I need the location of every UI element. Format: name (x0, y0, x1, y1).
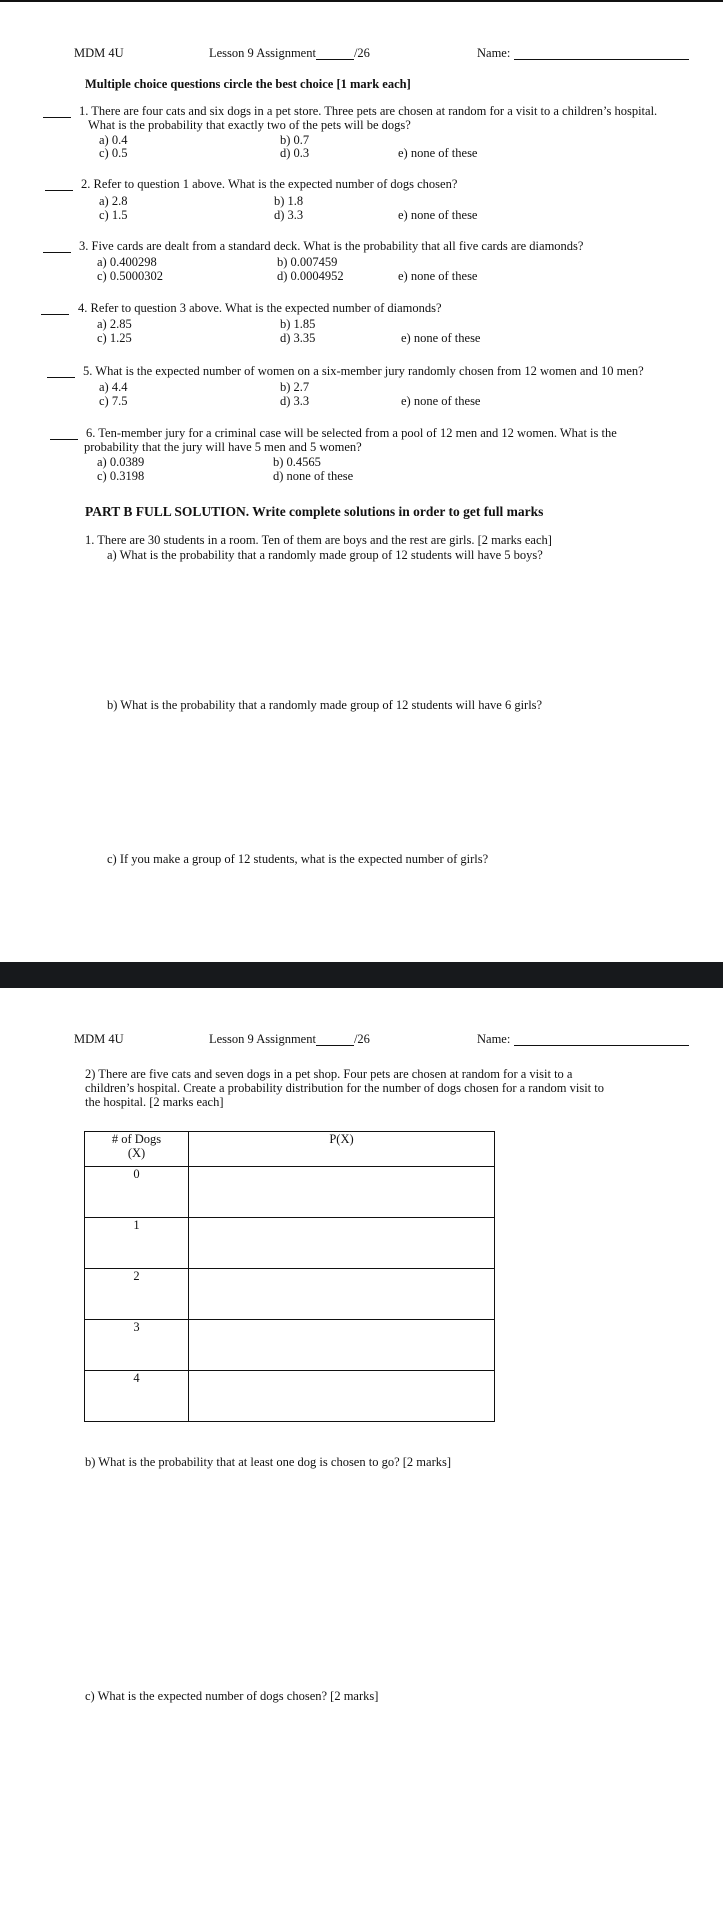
part-b-question-1a: a) What is the probability that a randomly made group of 12 students will have 5 boys? (107, 548, 543, 562)
mc-4-option-c: c) 1.25 (97, 331, 132, 345)
table-cell-x: 3 (85, 1320, 189, 1371)
part-b-question-1: 1. There are 30 students in a room. Ten of them are boys and the rest are girls. [2 marks each] (85, 533, 552, 547)
part-b-question-2b: b) What is the probability that at least one dog is chosen to go? [2 marks] (85, 1455, 452, 1469)
mc-5-option-d: d) 3.3 (280, 394, 310, 408)
answer-blank-3 (43, 239, 71, 253)
mc-2-option-a: a) 2.8 (99, 194, 128, 208)
mc-2-option-d: d) 3.3 (274, 208, 304, 222)
table-cell-px-answer[interactable] (189, 1218, 495, 1269)
mc-4-option-d: d) 3.35 (280, 331, 316, 345)
mc-5-option-e: e) none of these (401, 394, 481, 408)
mc-3-option-d: d) 0.0004952 (277, 269, 344, 283)
table-row (85, 1320, 495, 1371)
page2-name-line (514, 1033, 689, 1046)
mc-question-4: 4. Refer to question 3 above. What is the expected number of diamonds? (78, 301, 442, 315)
mc-question-3: 3. Five cards are dealt from a standard deck. What is the probability that all five cards are diamonds? (79, 239, 584, 253)
score-blank (316, 47, 354, 60)
mc-1-option-b: b) 0.7 (280, 133, 310, 147)
page2-course-code: MDM 4U (74, 1032, 124, 1046)
table-row (85, 1371, 495, 1422)
mc-question-5: 5. What is the expected number of women on a six-member jury randomly chosen from 12 women and 10 men? (83, 364, 644, 378)
mc-4-option-a: a) 2.85 (97, 317, 132, 331)
table-cell-x: 4 (85, 1371, 189, 1422)
mc-2-option-b: b) 1.8 (274, 194, 304, 208)
mc-4-option-b: b) 1.85 (280, 317, 316, 331)
mc-1-option-e: e) none of these (398, 146, 478, 160)
answer-blank-4 (41, 301, 69, 315)
mc-3-option-a: a) 0.400298 (97, 255, 157, 269)
course-code: MDM 4U (74, 46, 124, 60)
table-cell-x: 2 (85, 1269, 189, 1320)
mc-question-6: 6. Ten-member jury for a criminal case will be selected from a pool of 12 men and 12 women. What is the (86, 426, 617, 440)
mc-5-option-c: c) 7.5 (99, 394, 128, 408)
mc-6-option-a: a) 0.0389 (97, 455, 145, 469)
part-b-question-2-line3: the hospital. [2 marks each] (85, 1095, 224, 1109)
mc-4-option-e: e) none of these (401, 331, 481, 345)
mc-1-option-a: a) 0.4 (99, 133, 128, 147)
mc-1-option-c: c) 0.5 (99, 146, 128, 160)
probability-distribution-table (84, 1131, 495, 1422)
table-cell-x: 1 (85, 1218, 189, 1269)
mc-3-option-e: e) none of these (398, 269, 478, 283)
answer-blank-6 (50, 426, 78, 440)
part-b-question-2c: c) What is the expected number of dogs chosen? [2 marks] (85, 1689, 379, 1703)
mc-2-option-e: e) none of these (398, 208, 478, 222)
mc-3-option-b: b) 0.007459 (277, 255, 338, 269)
mc-1-option-d: d) 0.3 (280, 146, 310, 160)
table-row (85, 1218, 495, 1269)
page-top-border (0, 0, 723, 2)
assignment-title: Lesson 9 Assignment /26 (209, 46, 370, 60)
answer-blank-5 (47, 364, 75, 378)
mc-question-2: 2. Refer to question 1 above. What is the expected number of dogs chosen? (81, 177, 458, 191)
page2-score-blank (316, 1033, 354, 1046)
part-b-question-2-line2: children’s hospital. Create a probability distribution for the number of dogs chosen for a random visit to (85, 1081, 604, 1095)
table-cell-px-answer[interactable] (189, 1320, 495, 1371)
mc-5-option-b: b) 2.7 (280, 380, 310, 394)
table-row (85, 1269, 495, 1320)
table-cell-x: 0 (85, 1167, 189, 1218)
table-cell-px-answer[interactable] (189, 1167, 495, 1218)
mc-5-option-a: a) 4.4 (99, 380, 128, 394)
table-cell-px-answer[interactable] (189, 1371, 495, 1422)
answer-blank-1 (43, 104, 71, 118)
table-row (85, 1167, 495, 1218)
mc-question-1: 1. There are four cats and six dogs in a pet store. Three pets are chosen at random for a visit to a children’s hospital. (79, 104, 658, 118)
table-header-x: # of Dogs (X) (85, 1132, 189, 1167)
part-b-question-1c: c) If you make a group of 12 students, what is the expected number of girls? (107, 852, 489, 866)
page-separator (0, 962, 723, 988)
name-field: Name: (477, 46, 689, 60)
name-line (514, 47, 689, 60)
mc-6-option-d: d) none of these (273, 469, 354, 483)
answer-blank-2 (45, 177, 73, 191)
mc-2-option-c: c) 1.5 (99, 208, 128, 222)
part-b-question-2: 2) There are five cats and seven dogs in a pet shop. Four pets are chosen at random for a visit to a (85, 1067, 573, 1081)
section-a-title: Multiple choice questions circle the best choice [1 mark each] (85, 77, 411, 91)
page2-name-field: Name: (477, 1032, 689, 1046)
page2-assignment-title: Lesson 9 Assignment /26 (209, 1032, 370, 1046)
table-cell-px-answer[interactable] (189, 1269, 495, 1320)
mc-3-option-c: c) 0.5000302 (97, 269, 163, 283)
mc-question-6-line2: probability that the jury will have 5 men and 5 women? (84, 440, 362, 454)
mc-question-1-line2: What is the probability that exactly two of the pets will be dogs? (88, 118, 411, 132)
table-header-px: P(X) (189, 1132, 495, 1167)
part-b-question-1b: b) What is the probability that a randomly made group of 12 students will have 6 girls? (107, 698, 543, 712)
mc-6-option-b: b) 0.4565 (273, 455, 321, 469)
mc-6-option-c: c) 0.3198 (97, 469, 145, 483)
part-b-title: PART B FULL SOLUTION. Write complete solutions in order to get full marks (85, 504, 544, 519)
